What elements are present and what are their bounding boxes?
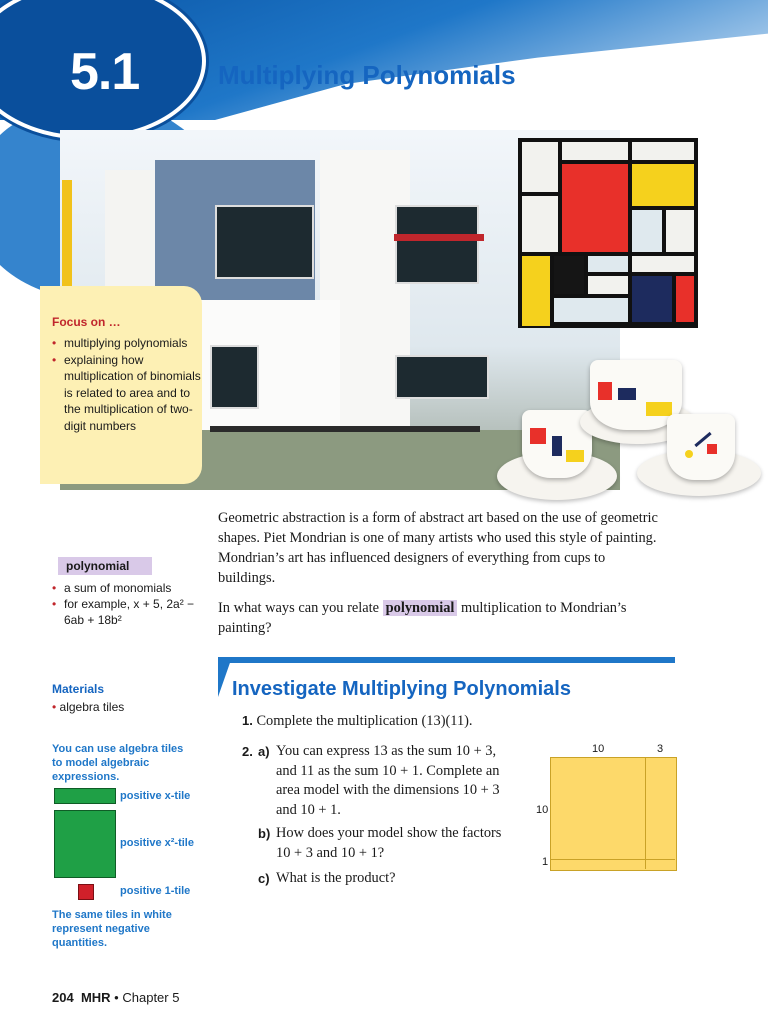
building-window bbox=[210, 345, 259, 409]
x2-tile bbox=[54, 810, 116, 878]
x-tile-label: positive x-tile bbox=[120, 790, 191, 802]
area-model-divider bbox=[645, 757, 646, 869]
investigate-corner bbox=[218, 657, 232, 697]
focus-list bbox=[52, 335, 202, 435]
glossary-def-item: • a sum of monomials bbox=[52, 580, 212, 596]
footer bbox=[52, 990, 179, 1005]
tile-tip: You can use algebra tiles to model algebraic expressions. bbox=[52, 743, 184, 783]
focus-title: Focus on … bbox=[52, 315, 121, 329]
chapter-label: Chapter 5 bbox=[122, 990, 180, 1005]
question-2c-label: c) bbox=[258, 871, 270, 886]
question-2a: You can express 13 as the sum 10 + 3, and 11 as the sum 10 + 1. Complete an area model with the dimensions 10 + 3 and 10 + 1. bbox=[276, 743, 500, 818]
question-2c: What is the product? bbox=[276, 870, 396, 886]
investigate-title: Investigate Multiplying Polynomials bbox=[232, 678, 571, 700]
glossary-term: polynomial bbox=[58, 557, 152, 575]
intro-text bbox=[218, 508, 658, 648]
building-window bbox=[395, 355, 489, 399]
negative-tiles-note: The same tiles in white represent negative quantities. bbox=[52, 909, 172, 949]
question-2b-label: b) bbox=[258, 826, 271, 841]
glossary-def-item: • for example, x + 5, 2a² − 6ab + 18b² bbox=[52, 596, 212, 628]
red-accent bbox=[394, 234, 484, 241]
materials-title: Materials bbox=[52, 682, 105, 696]
area-model-divider bbox=[550, 859, 675, 860]
section-title: Multiplying Polynomials bbox=[218, 60, 516, 90]
question-2a-label: a) bbox=[258, 744, 270, 759]
area-label-side-top: 10 bbox=[536, 804, 549, 816]
question-2-number: 2. bbox=[242, 744, 253, 759]
x2-tile-label: positive x²-tile bbox=[120, 837, 194, 849]
building-window bbox=[395, 205, 479, 284]
unit-tile bbox=[78, 884, 94, 900]
area-model bbox=[550, 757, 677, 871]
investigate-rule bbox=[218, 657, 675, 663]
mondrian-cup bbox=[667, 414, 735, 480]
footer-separator: • bbox=[114, 990, 119, 1005]
area-label-top-right: 3 bbox=[657, 743, 664, 755]
intro-question: In what ways can you relate polynomial multiplication to Mondrian’s painting? bbox=[218, 600, 627, 636]
materials-item: • algebra tiles bbox=[52, 700, 124, 714]
page-number: 204 bbox=[52, 990, 74, 1005]
focus-item: • multiplying polynomials bbox=[52, 335, 202, 352]
yellow-accent bbox=[62, 180, 72, 290]
intro-paragraph: Geometric abstraction is a form of abstract art based on the use of geometric shapes. Piet Mondrian is one of many artists who used this style of painting. Mondrian’s art has influenced designers of everything from cups to buildings. bbox=[218, 510, 658, 586]
focus-item: • explaining how multiplication of binomials is related to area and to the multiplication of two-digit numbers bbox=[52, 352, 202, 435]
publisher: MHR bbox=[80, 990, 111, 1005]
building-balcony bbox=[180, 300, 340, 430]
unit-tile-label: positive 1-tile bbox=[120, 885, 191, 897]
glossary-highlight: polynomial bbox=[383, 600, 458, 616]
mondrian-painting bbox=[518, 138, 698, 328]
building-window bbox=[215, 205, 314, 279]
x-tile bbox=[54, 788, 116, 804]
glossary-definition bbox=[52, 580, 212, 628]
section-number: 5.1 bbox=[70, 43, 140, 101]
question-2b: How does your model show the factors 10 + 3 and 10 + 1? bbox=[276, 825, 502, 861]
question-1: 1. Complete the multiplication (13)(11). bbox=[242, 713, 473, 729]
area-label-top-left: 10 bbox=[592, 743, 605, 755]
fence bbox=[210, 426, 480, 432]
area-label-side-bottom: 1 bbox=[542, 856, 549, 868]
